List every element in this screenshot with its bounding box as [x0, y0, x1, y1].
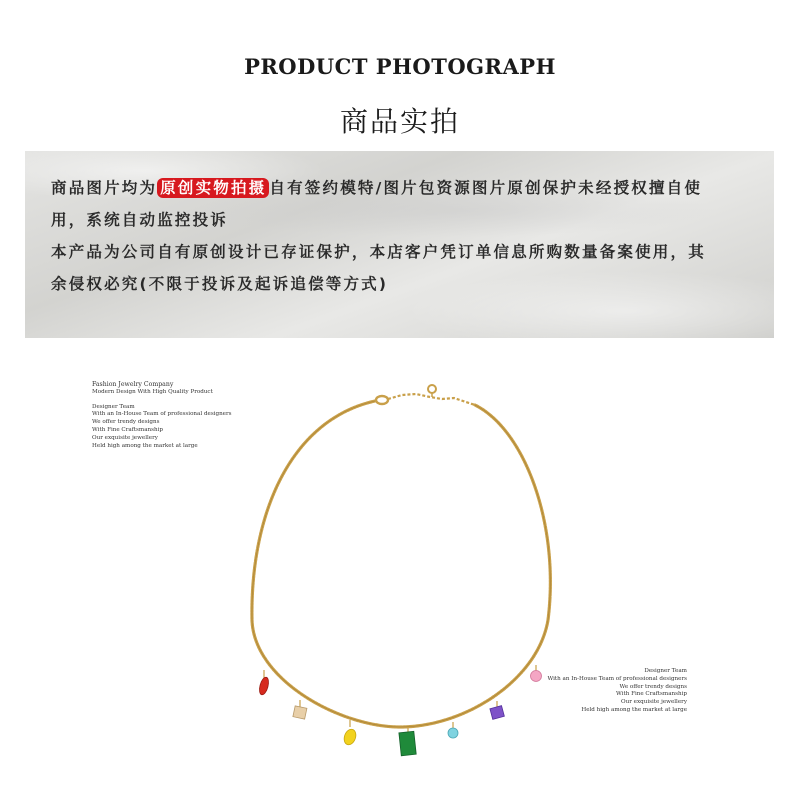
necklace-chain [252, 401, 550, 727]
notice-line-1-pre: 商品图片均为 [51, 179, 158, 197]
brand-text-left [92, 381, 232, 450]
charm-aqua-round [448, 722, 458, 738]
charm-yellow-pear [342, 720, 358, 746]
notice-line-1-post: 自有签约模特/图片包资源图片原创保护未经授权擅自使 [269, 179, 703, 197]
charm-green-baguette [399, 727, 416, 756]
right-text-line: Designer Team [644, 668, 687, 674]
page-title-en: PRODUCT PHOTOGRAPH [244, 54, 556, 79]
left-text-line: We offer trendy designs [92, 419, 160, 426]
right-text-line: Held high among the market at large [581, 706, 687, 713]
right-text-line: Our exquisite jewellery [621, 699, 687, 706]
charm-champagne-square [293, 700, 307, 719]
charm-red-marquise [258, 670, 270, 696]
extender-ring [428, 385, 436, 393]
left-text-line: Our exquisite jewellery [92, 434, 158, 441]
company-name: Fashion Jewelry Company [92, 381, 174, 388]
charm-purple-square [490, 701, 504, 719]
lobster-clasp [376, 396, 388, 404]
left-text-line: With an In-House Team of professional designers [92, 411, 232, 418]
company-tagline: Modern Design With High Quality Product [92, 388, 213, 395]
right-text-line: We offer trendy designs [619, 683, 687, 690]
copyright-notice-text [51, 173, 761, 301]
copyright-notice-banner [25, 151, 774, 338]
left-text-line: With Fine Craftsmanship [92, 426, 163, 433]
page-title-cn: 商品实拍 [339, 105, 460, 138]
original-photo-highlight: 原创实物拍摄 [157, 178, 269, 198]
notice-line-3: 本产品为公司自有原创设计已存证保护，本店客户凭订单信息所购数量备案使用，其 [51, 243, 706, 261]
right-text-line: With Fine Craftsmanship [616, 691, 687, 698]
notice-line-2: 用，系统自动监控投诉 [51, 211, 229, 229]
left-text-line: Designer Team [92, 403, 135, 410]
charm-pink-heart [531, 665, 542, 682]
necklace-photo [220, 375, 580, 765]
notice-line-4: 余侵权必究(不限于投诉及起诉追偿等方式) [51, 275, 389, 293]
left-text-line: Held high among the market at large [92, 442, 198, 449]
right-text-line: With an In-House Team of professional designers [547, 675, 687, 682]
notice-line-1 [51, 173, 761, 203]
